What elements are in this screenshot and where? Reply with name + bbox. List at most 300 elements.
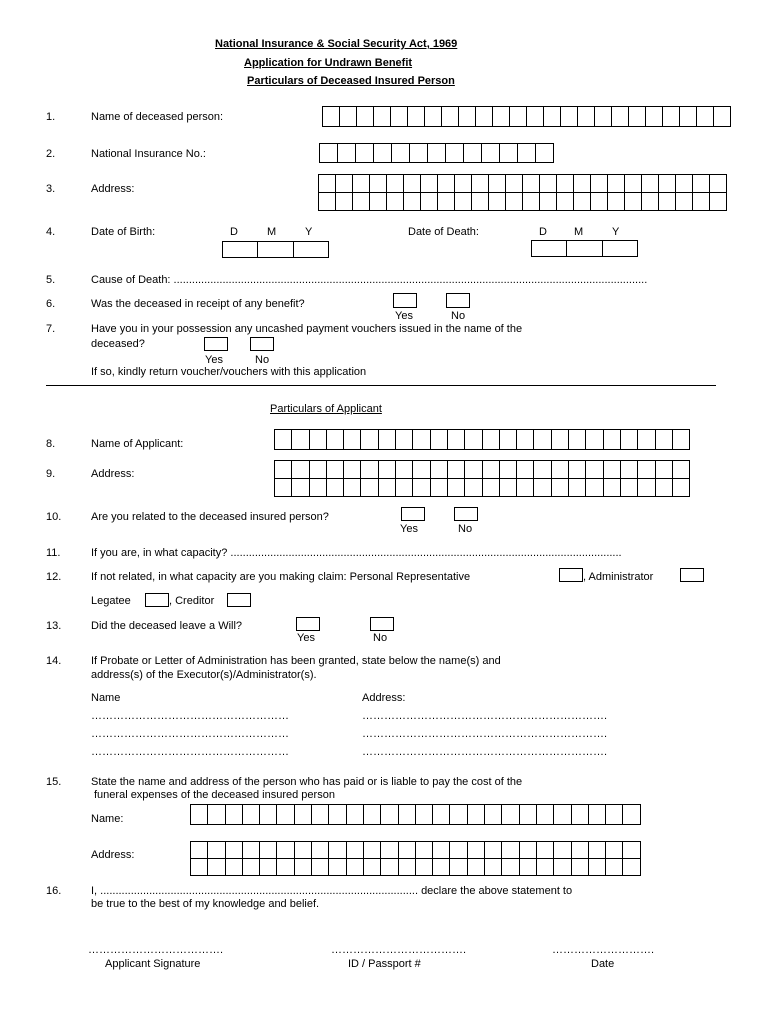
entry-cell[interactable] [455,175,472,193]
date-of-death-label: Date of Death: [408,226,479,238]
entry-cell[interactable] [552,479,569,497]
entry-cell[interactable] [659,193,676,211]
entry-cell[interactable] [353,193,370,211]
entry-cell[interactable] [310,461,327,479]
date-part-cell[interactable] [294,242,328,257]
entry-cell[interactable] [370,193,387,211]
entry-cell[interactable] [387,193,404,211]
entry-cell[interactable] [374,107,391,127]
related-no-checkbox[interactable] [454,507,478,521]
entry-cell[interactable] [606,859,623,876]
item-number-14: 14. [46,655,62,667]
entry-cell[interactable] [310,430,327,450]
entry-cell[interactable] [260,859,277,876]
will-yes-checkbox[interactable] [296,617,320,631]
entry-cell[interactable] [404,193,421,211]
entry-cell[interactable] [361,479,378,497]
executor-address-line-1[interactable]: …………………………………………………………. [362,710,608,722]
entry-cell[interactable] [312,859,329,876]
entry-cell[interactable] [416,805,433,825]
entry-cell[interactable] [629,107,646,127]
entry-cell[interactable] [623,859,640,876]
declaration-line1[interactable]: I, ........................................................................................................ declare the above statement to [91,885,573,897]
vouchers-no-checkbox[interactable] [250,337,274,351]
vouchers-yes-checkbox[interactable] [204,337,228,351]
entry-cell[interactable] [554,805,571,825]
entry-cell[interactable] [392,144,410,163]
entry-cell[interactable] [468,859,485,876]
entry-cell[interactable] [483,479,500,497]
entry-cell[interactable] [379,430,396,450]
entry-cell[interactable] [431,430,448,450]
item-number-16: 16. [46,885,62,897]
date-part-cell[interactable] [223,242,258,257]
entry-cell[interactable] [416,842,433,859]
entry-cell[interactable] [621,479,638,497]
funeral-payer-address-boxes[interactable] [190,841,641,876]
entry-cell[interactable] [520,859,537,876]
related-yes-checkbox[interactable] [401,507,425,521]
entry-cell[interactable] [404,175,421,193]
entry-cell[interactable] [464,144,482,163]
entry-cell[interactable] [226,805,243,825]
section-divider [46,385,716,386]
entry-cell[interactable] [292,479,309,497]
entry-cell[interactable] [450,842,467,859]
entry-cell[interactable] [476,107,493,127]
entry-cell[interactable] [408,107,425,127]
entry-cell[interactable] [455,193,472,211]
entry-cell[interactable] [442,107,459,127]
entry-cell[interactable] [625,193,642,211]
entry-cell[interactable] [448,479,465,497]
date-of-death-boxes[interactable] [531,240,638,257]
entry-cell[interactable] [527,107,544,127]
entry-cell[interactable] [659,175,676,193]
date-part-cell[interactable] [532,241,567,256]
item-number-4: 4. [46,226,56,238]
entry-cell[interactable] [275,430,292,450]
date-part-cell[interactable] [258,242,293,257]
entry-cell[interactable] [642,193,659,211]
date-of-birth-boxes[interactable] [222,241,329,258]
entry-cell[interactable] [544,107,561,127]
entry-cell[interactable] [572,805,589,825]
applicant-section-heading: Particulars of Applicant [270,403,382,415]
entry-cell[interactable] [552,430,569,450]
entry-cell[interactable] [374,144,392,163]
entry-cell[interactable] [465,430,482,450]
dod-day-header: D [539,226,547,238]
entry-cell[interactable] [693,175,710,193]
item-number-7: 7. [46,323,56,335]
benefit-yes-label: Yes [395,310,413,322]
entry-cell[interactable] [500,430,517,450]
entry-cell[interactable] [589,842,606,859]
entry-cell[interactable] [361,430,378,450]
entry-cell[interactable] [327,430,344,450]
entry-cell[interactable] [608,193,625,211]
entry-cell[interactable] [623,805,640,825]
entry-cell[interactable] [500,479,517,497]
date-line[interactable]: ………………………. [552,944,655,956]
executor-name-line-1[interactable]: ……………………………………………… [91,710,289,722]
entry-cell[interactable] [277,842,294,859]
entry-cell[interactable] [329,859,346,876]
entry-cell[interactable] [586,430,603,450]
entry-cell[interactable] [260,805,277,825]
entry-cell[interactable] [500,144,518,163]
entry-cell[interactable] [604,461,621,479]
executor-name-line-2[interactable]: ……………………………………………… [91,728,289,740]
funeral-payer-name-boxes[interactable] [190,804,641,825]
applicant-name-boxes[interactable] [274,429,690,450]
entry-cell[interactable] [589,859,606,876]
item-number-11: 11. [46,547,61,559]
entry-cell[interactable] [344,461,361,479]
entry-cell[interactable] [534,430,551,450]
item-number-2: 2. [46,148,56,160]
entry-cell[interactable] [485,859,502,876]
entry-cell[interactable] [537,842,554,859]
date-part-cell[interactable] [567,241,602,256]
entry-cell[interactable] [680,107,697,127]
entry-cell[interactable] [340,107,357,127]
entry-cell[interactable] [540,193,557,211]
entry-cell[interactable] [295,842,312,859]
entry-cell[interactable] [534,461,551,479]
entry-cell[interactable] [425,107,442,127]
entry-cell[interactable] [520,842,537,859]
entry-cell[interactable] [673,479,690,497]
entry-cell[interactable] [275,479,292,497]
entry-cell[interactable] [656,430,673,450]
entry-cell[interactable] [595,107,612,127]
executor-name-line-3[interactable]: ……………………………………………… [91,746,289,758]
entry-cell[interactable] [572,842,589,859]
deceased-address-boxes[interactable] [318,174,727,211]
entry-cell[interactable] [320,144,338,163]
applicant-address-boxes[interactable] [274,460,690,497]
entry-cell[interactable] [518,144,536,163]
entry-cell[interactable] [621,430,638,450]
benefit-yes-checkbox[interactable] [393,293,417,308]
entry-cell[interactable] [676,175,693,193]
entry-cell[interactable] [396,430,413,450]
entry-cell[interactable] [421,175,438,193]
vouchers-yes-label: Yes [205,354,223,366]
entry-cell[interactable] [612,107,629,127]
entry-cell[interactable] [450,805,467,825]
entry-cell[interactable] [517,430,534,450]
entry-cell[interactable] [312,842,329,859]
entry-cell[interactable] [292,461,309,479]
entry-cell[interactable] [517,461,534,479]
entry-cell[interactable] [356,144,374,163]
entry-cell[interactable] [523,193,540,211]
entry-cell[interactable] [295,859,312,876]
entry-cell[interactable] [381,805,398,825]
entry-cell[interactable] [604,430,621,450]
entry-cell[interactable] [520,805,537,825]
item-number-9: 9. [46,468,56,480]
entry-cell[interactable] [448,461,465,479]
national-insurance-boxes[interactable] [319,143,554,163]
entry-cell[interactable] [506,193,523,211]
entry-cell[interactable] [361,461,378,479]
entry-cell[interactable] [226,859,243,876]
entry-cell[interactable] [569,430,586,450]
entry-cell[interactable] [642,175,659,193]
administrator-checkbox[interactable] [680,568,704,582]
entry-cell[interactable] [574,175,591,193]
entry-cell[interactable] [493,107,510,127]
item-number-10: 10. [46,511,62,523]
entry-cell[interactable] [433,842,450,859]
entry-cell[interactable] [578,107,595,127]
entry-cell[interactable] [591,193,608,211]
entry-cell[interactable] [364,842,381,859]
item-number-12: 12. [46,571,62,583]
entry-cell[interactable] [364,859,381,876]
entry-cell[interactable] [292,430,309,450]
entry-cell[interactable] [338,144,356,163]
entry-cell[interactable] [399,842,416,859]
applicant-name-label: Name of Applicant: [91,438,184,450]
related-no-label: No [458,523,473,535]
entry-cell[interactable] [260,842,277,859]
creditor-checkbox[interactable] [227,593,251,607]
entry-cell[interactable] [347,842,364,859]
entry-cell[interactable] [323,107,340,127]
entry-cell[interactable] [465,461,482,479]
entry-cell[interactable] [396,461,413,479]
entry-cell[interactable] [310,479,327,497]
entry-cell[interactable] [606,842,623,859]
entry-cell[interactable] [608,175,625,193]
capacity-line[interactable]: If you are, in what capacity? ................................................................................................................................ [91,547,622,559]
entry-cell[interactable] [433,805,450,825]
entry-cell[interactable] [623,842,640,859]
entry-cell[interactable] [557,175,574,193]
entry-cell[interactable] [483,461,500,479]
entry-cell[interactable] [329,805,346,825]
entry-cell[interactable] [663,107,680,127]
entry-cell[interactable] [428,144,446,163]
entry-cell[interactable] [589,805,606,825]
entry-cell[interactable] [226,842,243,859]
entry-cell[interactable] [625,175,642,193]
entry-cell[interactable] [344,430,361,450]
entry-cell[interactable] [379,461,396,479]
entry-cell[interactable] [381,842,398,859]
entry-cell[interactable] [472,175,489,193]
entry-cell[interactable] [399,859,416,876]
entry-cell[interactable] [347,805,364,825]
entry-cell[interactable] [537,805,554,825]
entry-cell[interactable] [569,479,586,497]
entry-cell[interactable] [586,479,603,497]
entry-cell[interactable] [364,805,381,825]
entry-cell[interactable] [483,430,500,450]
entry-cell[interactable] [336,193,353,211]
entry-cell[interactable] [327,479,344,497]
entry-cell[interactable] [523,175,540,193]
entry-cell[interactable] [502,842,519,859]
entry-cell[interactable] [574,193,591,211]
entry-cell[interactable] [413,479,430,497]
entry-cell[interactable] [191,842,208,859]
applicant-signature-line[interactable]: ………………………………. [88,944,224,956]
entry-cell[interactable] [552,461,569,479]
id-passport-line[interactable]: ………………………………. [331,944,467,956]
entry-cell[interactable] [243,859,260,876]
legatee-checkbox[interactable] [145,593,169,607]
entry-cell[interactable] [638,430,655,450]
deceased-name-boxes[interactable] [322,106,731,127]
entry-cell[interactable] [327,461,344,479]
entry-cell[interactable] [208,842,225,859]
entry-cell[interactable] [517,479,534,497]
entry-cell[interactable] [646,107,663,127]
entry-cell[interactable] [656,479,673,497]
entry-cell[interactable] [191,859,208,876]
entry-cell[interactable] [421,193,438,211]
entry-cell[interactable] [710,193,727,211]
entry-cell[interactable] [554,859,571,876]
entry-cell[interactable] [433,859,450,876]
entry-cell[interactable] [191,805,208,825]
entry-cell[interactable] [604,479,621,497]
entry-cell[interactable] [396,479,413,497]
entry-cell[interactable] [676,193,693,211]
entry-cell[interactable] [468,805,485,825]
entry-cell[interactable] [638,479,655,497]
will-question-label: Did the deceased leave a Will? [91,620,243,632]
entry-cell[interactable] [357,107,374,127]
entry-cell[interactable] [379,479,396,497]
form-title-act: National Insurance & Social Security Act, 1969 [215,38,458,50]
entry-cell[interactable] [534,479,551,497]
entry-cell[interactable] [277,805,294,825]
entry-cell[interactable] [537,859,554,876]
entry-cell[interactable] [448,430,465,450]
entry-cell[interactable] [656,461,673,479]
entry-cell[interactable] [502,805,519,825]
entry-cell[interactable] [319,175,336,193]
entry-cell[interactable] [208,805,225,825]
entry-cell[interactable] [243,805,260,825]
entry-cell[interactable] [347,859,364,876]
entry-cell[interactable] [586,461,603,479]
entry-cell[interactable] [336,175,353,193]
executor-address-line-3[interactable]: …………………………………………………………. [362,746,608,758]
entry-cell[interactable] [673,461,690,479]
entry-cell[interactable] [500,461,517,479]
entry-cell[interactable] [208,859,225,876]
entry-cell[interactable] [638,461,655,479]
entry-cell[interactable] [489,193,506,211]
entry-cell[interactable] [485,805,502,825]
entry-cell[interactable] [510,107,527,127]
entry-cell[interactable] [606,805,623,825]
entry-cell[interactable] [465,479,482,497]
entry-cell[interactable] [673,430,690,450]
entry-cell[interactable] [569,461,586,479]
entry-cell[interactable] [446,144,464,163]
applicant-address-label: Address: [91,468,135,480]
entry-cell[interactable] [416,859,433,876]
entry-cell[interactable] [468,842,485,859]
dob-year-header: Y [305,226,313,238]
entry-cell[interactable] [472,193,489,211]
will-no-checkbox[interactable] [370,617,394,631]
entry-cell[interactable] [621,461,638,479]
entry-cell[interactable] [450,859,467,876]
id-passport-label: ID / Passport # [348,958,421,970]
entry-cell[interactable] [489,175,506,193]
entry-cell[interactable] [431,461,448,479]
entry-cell[interactable] [399,805,416,825]
entry-cell[interactable] [438,175,455,193]
entry-cell[interactable] [387,175,404,193]
entry-cell[interactable] [591,175,608,193]
entry-cell[interactable] [391,107,408,127]
entry-cell[interactable] [370,175,387,193]
entry-cell[interactable] [710,175,727,193]
entry-cell[interactable] [329,842,346,859]
entry-cell[interactable] [410,144,428,163]
entry-cell[interactable] [506,175,523,193]
funeral-payer-address-label: Address: [91,849,135,861]
entry-cell[interactable] [572,859,589,876]
entry-cell[interactable] [438,193,455,211]
personal-representative-checkbox[interactable] [559,568,583,582]
entry-cell[interactable] [353,175,370,193]
entry-cell[interactable] [295,805,312,825]
entry-cell[interactable] [243,842,260,859]
entry-cell[interactable] [381,859,398,876]
entry-cell[interactable] [275,461,292,479]
entry-cell[interactable] [714,107,731,127]
entry-cell[interactable] [536,144,554,163]
entry-cell[interactable] [344,479,361,497]
entry-cell[interactable] [561,107,578,127]
entry-cell[interactable] [697,107,714,127]
entry-cell[interactable] [431,479,448,497]
date-part-cell[interactable] [603,241,637,256]
cause-of-death-line[interactable]: Cause of Death: ........................................................................................................................................................... [91,274,648,286]
entry-cell[interactable] [413,430,430,450]
benefit-no-checkbox[interactable] [446,293,470,308]
entry-cell[interactable] [413,461,430,479]
form-title-application: Application for Undrawn Benefit [244,57,413,69]
date-label: Date [591,958,615,970]
entry-cell[interactable] [459,107,476,127]
entry-cell[interactable] [540,175,557,193]
entry-cell[interactable] [277,859,294,876]
entry-cell[interactable] [557,193,574,211]
entry-cell[interactable] [312,805,329,825]
entry-cell[interactable] [502,859,519,876]
entry-cell[interactable] [554,842,571,859]
related-yes-label: Yes [400,523,418,535]
entry-cell[interactable] [693,193,710,211]
entry-cell[interactable] [319,193,336,211]
entry-cell[interactable] [485,842,502,859]
executor-address-line-2[interactable]: …………………………………………………………. [362,728,608,740]
entry-cell[interactable] [482,144,500,163]
